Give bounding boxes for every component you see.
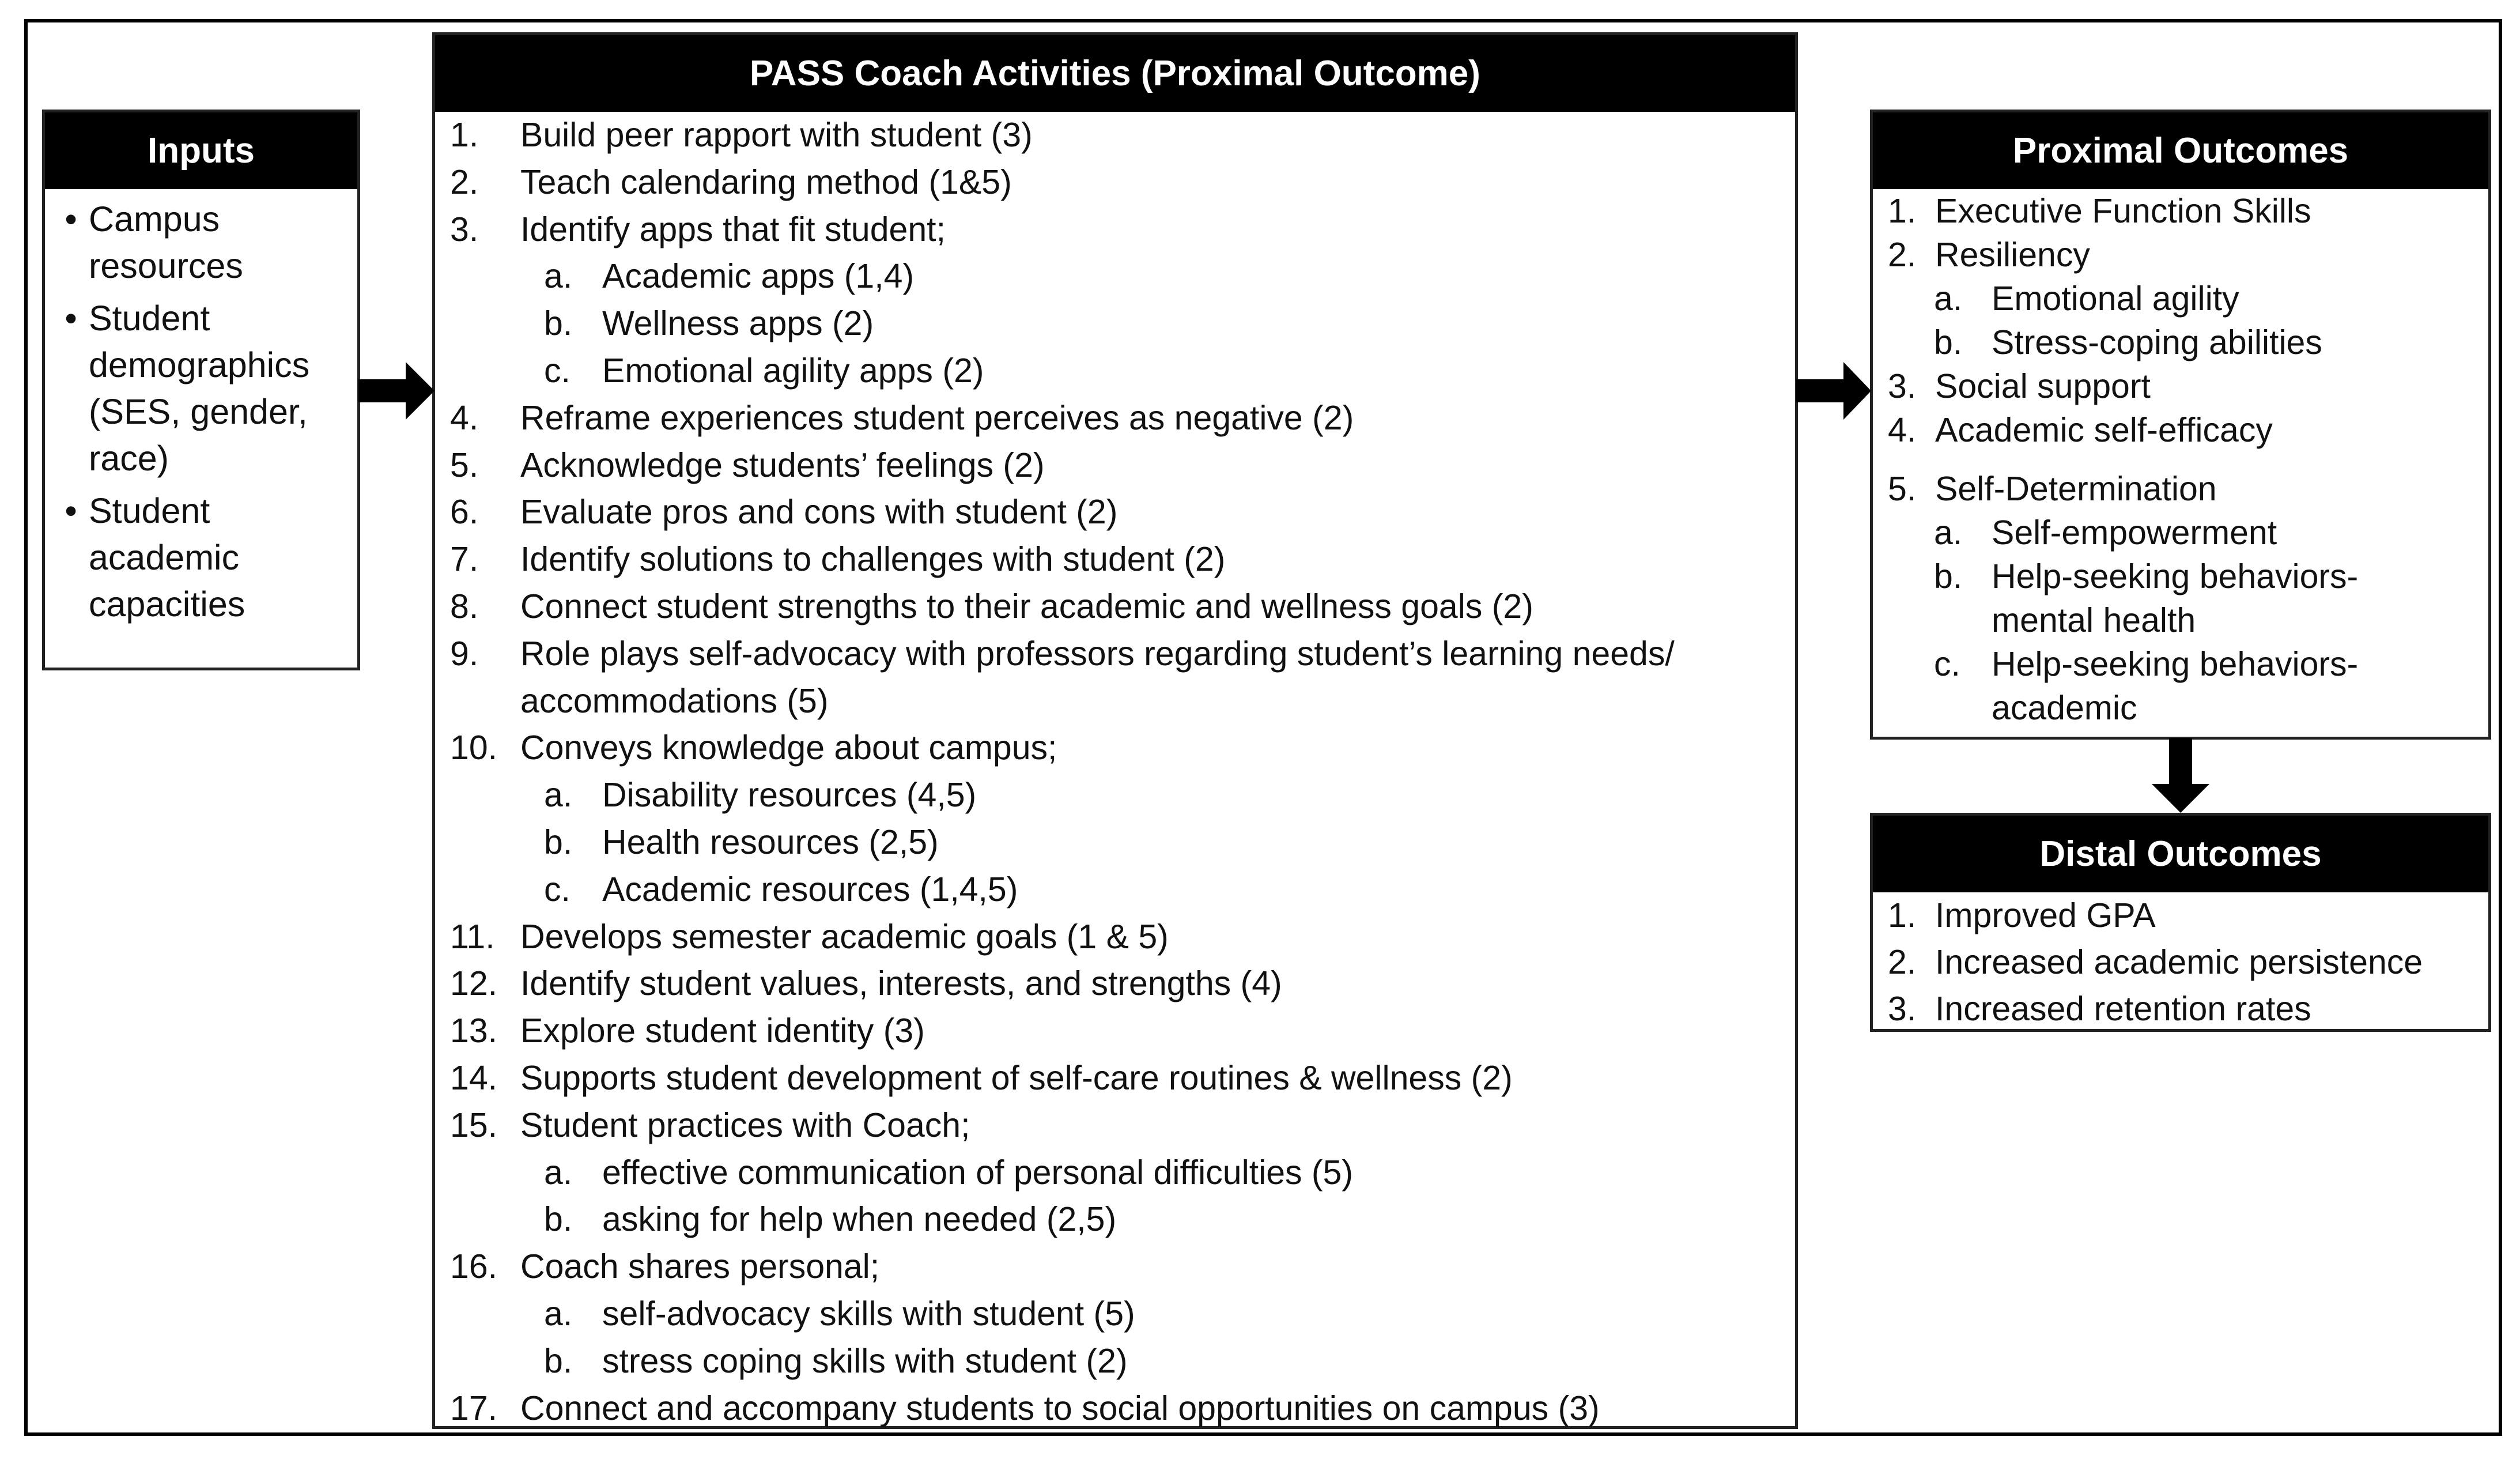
activity-item-text: Teach calendaring method (1&5) <box>520 163 1012 201</box>
activity-item <box>450 159 1795 206</box>
activity-item-text: accommodations (5) <box>520 681 829 720</box>
activity-item-number: a. <box>544 257 573 296</box>
proximal-outcome-item-number: a. <box>1934 514 1963 552</box>
proximal-outcome-item <box>1888 686 2488 730</box>
inputs-title: Inputs <box>45 112 357 189</box>
proximal-outcome-item-text: Help-seeking behaviors- <box>1992 645 2359 683</box>
activity-item-number: 7. <box>450 540 479 579</box>
activity-item-text: Wellness apps (2) <box>602 304 874 343</box>
activity-item <box>450 395 1795 442</box>
activity-item-number: c. <box>544 870 571 908</box>
activity-item-text: Coach shares personal; <box>520 1247 880 1286</box>
activity-item <box>450 583 1795 631</box>
activity-item <box>450 1291 1795 1338</box>
distal-outcome-item <box>1888 892 2488 939</box>
activity-item <box>450 631 1795 678</box>
proximal-outcome-item <box>1888 408 2488 452</box>
activity-item-number: b. <box>544 823 573 861</box>
proximal-outcome-item-number: 4. <box>1888 411 1917 449</box>
activity-item-text: Role plays self-advocacy with professors regarding student’s learning needs/ <box>520 634 1675 673</box>
activity-item-number <box>450 678 520 725</box>
proximal-outcome-item <box>1888 364 2488 408</box>
activity-item-number: c. <box>544 351 571 390</box>
distal-outcome-item-number: 3. <box>1888 990 1917 1028</box>
activity-item <box>450 489 1795 536</box>
inputs-to-activities-arrow <box>358 362 436 420</box>
activities-title: PASS Coach Activities (Proximal Outcome) <box>435 35 1795 112</box>
activity-item-number: 10. <box>450 729 498 767</box>
activity-item <box>450 206 1795 254</box>
activity-item-text: Academic resources (1,4,5) <box>602 870 1018 908</box>
proximal-outcome-item-number: c. <box>1934 645 1960 683</box>
distal-outcome-item-text: Increased retention rates <box>1935 990 2311 1028</box>
activity-item <box>450 1196 1795 1243</box>
activity-item-text: asking for help when needed (2,5) <box>602 1200 1117 1239</box>
proximal-outcome-item <box>1888 277 2488 321</box>
proximal-outcome-item-number: 5. <box>1888 470 1917 508</box>
proximal-outcome-item <box>1888 233 2488 277</box>
activity-item-text: Emotional agility apps (2) <box>602 351 984 390</box>
activity-item-text: Identify solutions to challenges with student (2) <box>520 540 1226 579</box>
activity-item <box>450 819 1795 866</box>
activity-item-number: 2. <box>450 163 479 201</box>
activity-item <box>450 678 1795 725</box>
proximal-outcomes-list <box>1873 189 2488 730</box>
activity-item <box>450 348 1795 395</box>
activity-item-number: 1. <box>450 116 479 154</box>
activity-item-text: Identify apps that fit student; <box>520 210 946 248</box>
proximal-outcome-item <box>1888 598 2488 642</box>
activity-item-text: stress coping skills with student (2) <box>602 1341 1128 1380</box>
distal-outcome-item-number: 2. <box>1888 943 1917 981</box>
proximal-outcome-item-number: b. <box>1934 557 1963 595</box>
proximal-outcomes-box <box>1870 110 2491 740</box>
activity-item-number: 11. <box>450 917 495 956</box>
proximal-outcome-item <box>1888 511 2488 555</box>
proximal-outcome-item-text: Resiliency <box>1935 236 2090 274</box>
inputs-item-text: Student academic capacities <box>89 491 245 624</box>
bullet-icon: • <box>65 491 77 530</box>
proximal-outcomes-title: Proximal Outcomes <box>1873 112 2488 189</box>
activity-item <box>450 112 1795 159</box>
activity-item-number: 16. <box>450 1247 498 1286</box>
activity-item-number: b. <box>544 1341 573 1380</box>
activity-item-text: Academic apps (1,4) <box>602 257 915 296</box>
proximal-outcome-item-number: 1. <box>1888 192 1917 230</box>
inputs-item <box>53 488 352 628</box>
activity-item-text: Conveys knowledge about campus; <box>520 729 1057 767</box>
proximal-outcome-item <box>1888 467 2488 511</box>
activity-item-text: Disability resources (4,5) <box>602 776 977 815</box>
proximal-outcome-item-text: mental health <box>1992 601 2196 639</box>
activity-item-number: 3. <box>450 210 479 248</box>
activity-item-number: a. <box>544 1153 573 1192</box>
activity-item-text: effective communication of personal difficulties (5) <box>602 1153 1354 1192</box>
proximal-outcome-item-text: Academic self-efficacy <box>1935 411 2273 449</box>
activity-item-number: 6. <box>450 493 479 531</box>
activity-item-text: Develops semester academic goals (1 & 5) <box>520 917 1169 956</box>
proximal-outcome-item-number: 3. <box>1888 367 1917 405</box>
proximal-outcome-item <box>1888 555 2488 598</box>
inputs-item-text: Campus resources <box>89 199 243 285</box>
activity-item <box>450 1102 1795 1149</box>
activity-item <box>450 536 1795 583</box>
activity-item-number: 12. <box>450 964 498 1003</box>
activity-item-text: Health resources (2,5) <box>602 823 939 861</box>
proximal-outcome-item <box>1888 321 2488 364</box>
proximal-outcome-item-number: a. <box>1934 280 1963 318</box>
activity-item <box>450 253 1795 300</box>
proximal-outcome-item-number <box>1934 598 1992 642</box>
activities-to-proximal-arrow <box>1796 362 1872 420</box>
distal-outcome-item-text: Improved GPA <box>1935 896 2156 934</box>
activity-item <box>450 914 1795 961</box>
bullet-icon: • <box>65 199 77 239</box>
distal-outcome-item-number: 1. <box>1888 896 1917 934</box>
proximal-outcome-item-text: Emotional agility <box>1992 280 2239 318</box>
activity-item-text: Build peer rapport with student (3) <box>520 116 1033 154</box>
activity-item-number: 13. <box>450 1012 498 1050</box>
activity-item-text: Identify student values, interests, and strengths (4) <box>520 964 1282 1003</box>
activity-item <box>450 772 1795 819</box>
activity-item-number: 8. <box>450 587 479 625</box>
activity-item-number: 4. <box>450 398 479 437</box>
inputs-item <box>53 295 352 482</box>
distal-outcomes-box <box>1870 813 2491 1032</box>
activity-item-text: Connect student strengths to their academic and wellness goals (2) <box>520 587 1533 625</box>
activity-item <box>450 1055 1795 1102</box>
activity-item-number: a. <box>544 776 573 815</box>
proximal-outcome-item-number: b. <box>1934 323 1963 361</box>
activity-item <box>450 442 1795 489</box>
activity-item-text: Supports student development of self-care routines & wellness (2) <box>520 1058 1513 1097</box>
proximal-outcome-item-text: Stress-coping abilities <box>1992 323 2322 361</box>
distal-outcome-item-text: Increased academic persistence <box>1935 943 2423 981</box>
bullet-icon: • <box>65 299 77 338</box>
distal-outcomes-list <box>1873 892 2488 1032</box>
activity-item-text: Explore student identity (3) <box>520 1012 925 1050</box>
activity-item-text: Reframe experiences student perceives as negative (2) <box>520 398 1354 437</box>
proximal-outcome-item <box>1888 189 2488 233</box>
distal-outcome-item <box>1888 939 2488 986</box>
activity-item-number: 5. <box>450 446 479 484</box>
activity-item <box>450 960 1795 1008</box>
distal-outcomes-title: Distal Outcomes <box>1873 816 2488 892</box>
activity-item <box>450 1243 1795 1291</box>
activity-item-text: Connect and accompany students to social opportunities on campus (3) <box>520 1389 1600 1427</box>
activity-item-number: b. <box>544 304 573 343</box>
proximal-outcome-item-text: Executive Function Skills <box>1935 192 2311 230</box>
activity-item-number: a. <box>544 1294 573 1333</box>
inputs-item-text: Student demographics (SES, gender, race) <box>89 299 310 478</box>
proximal-outcome-item-number <box>1934 686 1992 730</box>
proximal-outcome-item-text: Self-Determination <box>1935 470 2217 508</box>
proximal-outcome-item-text: Social support <box>1935 367 2151 405</box>
activity-item-text: Acknowledge students’ feelings (2) <box>520 446 1045 484</box>
activity-item-number: 14. <box>450 1058 498 1097</box>
activity-item-text: Evaluate pros and cons with student (2) <box>520 493 1118 531</box>
proximal-outcome-item <box>1888 642 2488 686</box>
proximal-to-distal-arrow <box>2152 738 2209 814</box>
activity-item-number: 15. <box>450 1106 498 1144</box>
activities-list <box>435 112 1795 1432</box>
proximal-outcome-item-text: academic <box>1992 689 2137 727</box>
activity-item <box>450 866 1795 914</box>
distal-outcome-item <box>1888 986 2488 1032</box>
activity-item-number: b. <box>544 1200 573 1239</box>
activity-item <box>450 300 1795 348</box>
activities-box <box>432 32 1798 1429</box>
activity-item <box>450 725 1795 772</box>
proximal-outcome-item-number: 2. <box>1888 236 1917 274</box>
activity-item <box>450 1008 1795 1055</box>
inputs-item <box>53 196 352 289</box>
activity-item <box>450 1149 1795 1197</box>
inputs-list <box>45 189 357 628</box>
activity-item-number: 9. <box>450 634 479 673</box>
activity-item-number: 17. <box>450 1389 498 1427</box>
activity-item <box>450 1385 1795 1432</box>
activity-item-text: Student practices with Coach; <box>520 1106 970 1144</box>
proximal-outcome-item-text: Help-seeking behaviors- <box>1992 557 2359 595</box>
activity-item-text: self-advocacy skills with student (5) <box>602 1294 1135 1333</box>
proximal-outcome-item-text: Self-empowerment <box>1992 514 2277 552</box>
activity-item <box>450 1338 1795 1385</box>
inputs-box <box>42 110 360 670</box>
